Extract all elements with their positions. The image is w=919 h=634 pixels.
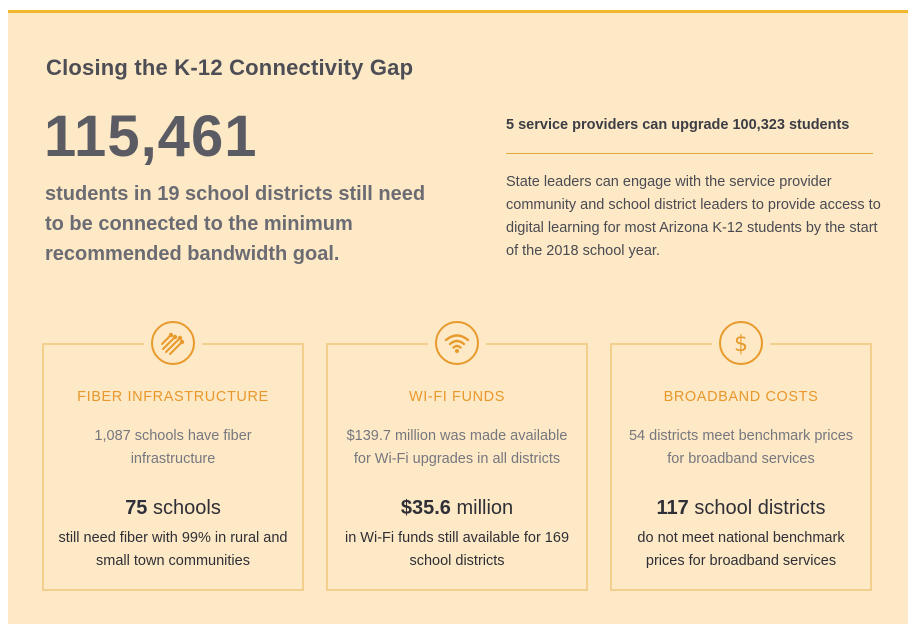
wifi-icon	[435, 321, 479, 365]
card-subtext: 1,087 schools have fiber infrastructure	[94, 428, 252, 467]
card-stat-unit: schools	[153, 497, 221, 519]
card-broadband	[610, 332, 872, 591]
card-stat	[328, 497, 586, 520]
providers-headline	[506, 117, 886, 133]
card-stat-unit: school districts	[694, 497, 826, 519]
dollar-icon	[719, 321, 763, 365]
headline-description: students in 19 school districts still need to be connected to the minimum recommended bandwidth goal.	[45, 183, 426, 265]
card-stat-number: $35.6	[400, 497, 451, 519]
card-category: BROADBAND COSTS	[663, 389, 819, 405]
fiber-icon	[151, 321, 195, 365]
card-category: WI-FI FUNDS	[408, 389, 505, 405]
card-wifi	[326, 343, 588, 591]
card-note: still need fiber with 99% in rural and small town communities	[58, 530, 288, 569]
card-stat-unit: million	[456, 497, 514, 519]
card-stat-number: 117	[656, 497, 689, 519]
divider	[506, 153, 873, 154]
providers-text-end: students	[788, 117, 850, 133]
card-stat-number: 75	[125, 497, 148, 519]
card-category: FIBER INFRASTRUCTURE	[77, 389, 269, 405]
card-subtext: $139.7 million was made available for Wi-Fi upgrades in all districts	[346, 428, 568, 467]
card-stat	[612, 497, 870, 520]
providers-count: 5	[506, 117, 515, 133]
providers-body: State leaders can engage with the service provider community and school district leaders to provide access to digital learning for most Arizona K-12 students by the start of the 2018 school year.	[506, 174, 881, 259]
card-stat	[44, 497, 302, 520]
headline-number: 115,461	[44, 104, 258, 169]
card-note: do not meet national benchmark prices for broadband services	[637, 530, 845, 569]
card-note: in Wi-Fi funds still available for 169 school districts	[344, 530, 570, 569]
svg-text:$: $	[734, 332, 748, 357]
providers-text: service providers can upgrade	[518, 117, 729, 133]
card-fiber	[42, 343, 304, 591]
providers-students: 100,323	[732, 117, 785, 133]
page-title: Closing the K-12 Connectivity Gap	[46, 55, 414, 80]
infographic-panel	[8, 10, 908, 624]
card-subtext: 54 districts meet benchmark prices for broadband services	[628, 428, 854, 467]
